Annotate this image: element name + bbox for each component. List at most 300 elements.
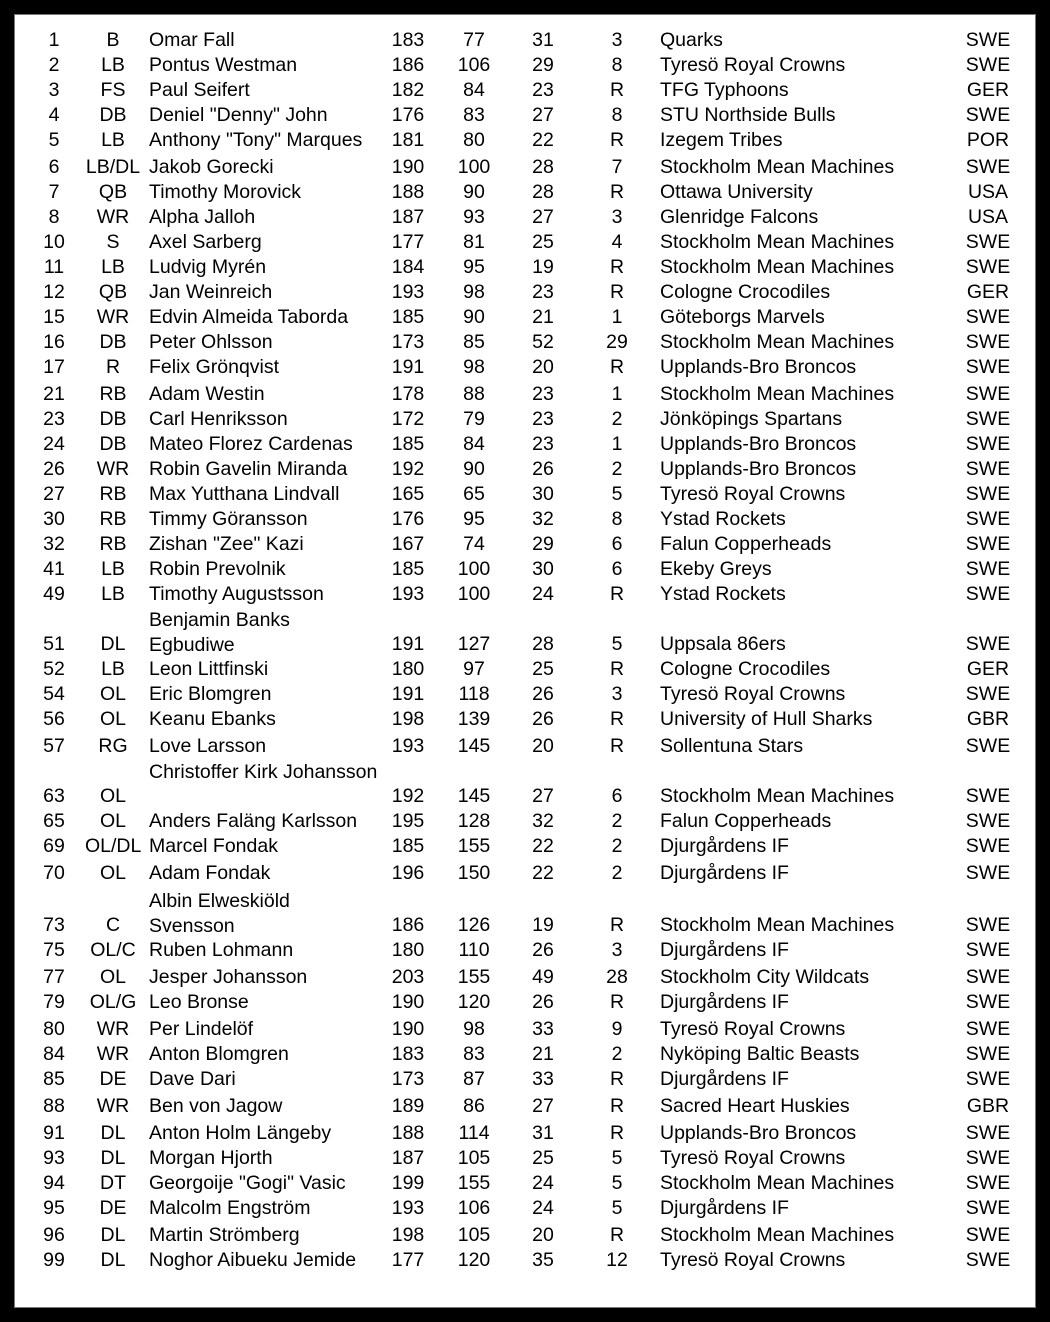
player-height: 187 (391, 206, 425, 228)
player-number: 21 (43, 383, 65, 405)
player-experience: 2 (611, 408, 623, 430)
player-name: Ludvig Myrén (149, 256, 267, 278)
player-nationality: SWE (965, 306, 1011, 328)
player-nationality: SWE (965, 54, 1011, 76)
player-nationality: SWE (965, 231, 1011, 253)
player-name: Peter Ohlsson (149, 331, 273, 353)
player-experience: R (609, 708, 625, 730)
player-club: Stockholm Mean Machines (660, 785, 895, 807)
player-nationality: SWE (965, 483, 1011, 505)
player-name: Carl Henriksson (149, 408, 288, 430)
player-number: 80 (43, 1018, 65, 1040)
player-height: 172 (391, 408, 425, 430)
player-height: 191 (391, 633, 425, 655)
player-experience: R (609, 991, 625, 1013)
player-position: OL (99, 785, 126, 807)
player-club: Sollentuna Stars (660, 735, 804, 757)
player-age: 25 (532, 658, 554, 680)
player-age: 23 (532, 433, 554, 455)
player-experience: 2 (611, 862, 623, 884)
player-number: 99 (43, 1249, 65, 1271)
player-experience: 6 (611, 558, 623, 580)
player-nationality: GBR (966, 1095, 1010, 1117)
player-name: Leo Bronse (149, 991, 249, 1013)
player-position: LB/DL (85, 156, 141, 178)
table-row (25, 937, 1025, 964)
player-number: 75 (43, 939, 65, 961)
player-position: DB (99, 104, 127, 126)
player-nationality: SWE (965, 1068, 1011, 1090)
player-weight: 77 (463, 29, 485, 51)
player-experience: 8 (611, 104, 623, 126)
player-experience: 6 (611, 533, 623, 555)
player-position: OL/DL (85, 835, 142, 857)
player-club: Cologne Crocodiles (660, 658, 831, 680)
player-age: 26 (532, 708, 554, 730)
table-row (25, 279, 1025, 304)
player-age: 32 (532, 810, 554, 832)
table-row (25, 179, 1025, 204)
player-weight: 80 (463, 129, 485, 151)
player-weight: 97 (463, 658, 485, 680)
player-nationality: SWE (965, 458, 1011, 480)
player-name: Mateo Florez Cardenas (149, 433, 353, 455)
player-weight: 84 (463, 433, 485, 455)
player-experience: 1 (611, 306, 623, 328)
player-height: 190 (391, 1018, 425, 1040)
player-position: WR (96, 1095, 130, 1117)
player-nationality: SWE (965, 1147, 1011, 1169)
player-weight: 100 (457, 156, 491, 178)
player-number: 88 (43, 1095, 65, 1117)
player-number: 3 (48, 79, 60, 101)
player-height: 181 (391, 129, 425, 151)
player-position: WR (96, 1018, 130, 1040)
player-height: 185 (391, 433, 425, 455)
player-number: 16 (43, 331, 65, 353)
table-row (25, 154, 1025, 179)
player-height: 199 (391, 1172, 425, 1194)
table-row (25, 1120, 1025, 1145)
player-position: DB (99, 331, 127, 353)
player-club: Tyresö Royal Crowns (660, 54, 846, 76)
player-experience: R (609, 79, 625, 101)
player-age: 22 (532, 862, 554, 884)
player-club: Upplands-Bro Broncos (660, 458, 857, 480)
player-height: 192 (391, 785, 425, 807)
player-number: 52 (43, 658, 65, 680)
player-club: Djurgårdens IF (660, 991, 789, 1013)
player-position: DT (100, 1172, 126, 1194)
player-name: Edvin Almeida Taborda (149, 306, 349, 328)
table-row (25, 706, 1025, 733)
player-weight: 79 (463, 408, 485, 430)
player-weight: 74 (463, 533, 485, 555)
player-experience: 29 (606, 331, 628, 353)
player-age: 49 (532, 966, 554, 988)
player-weight: 65 (463, 483, 485, 505)
player-nationality: SWE (965, 810, 1011, 832)
player-weight: 127 (457, 633, 491, 655)
player-number: 41 (43, 558, 65, 580)
player-number: 4 (48, 104, 60, 126)
player-age: 20 (532, 735, 554, 757)
player-experience: 5 (611, 633, 623, 655)
player-experience: 2 (611, 1043, 623, 1065)
player-club: Stockholm Mean Machines (660, 256, 895, 278)
player-height: 198 (391, 708, 425, 730)
player-club: Izegem Tribes (660, 129, 783, 151)
player-club: Stockholm Mean Machines (660, 1224, 895, 1246)
player-nationality: GER (966, 79, 1010, 101)
player-name: Per Lindelöf (149, 1018, 254, 1040)
player-name: Marcel Fondak (149, 835, 278, 857)
player-number: 2 (48, 54, 60, 76)
player-weight: 83 (463, 1043, 485, 1065)
player-nationality: SWE (965, 383, 1011, 405)
player-experience: R (609, 1068, 625, 1090)
player-height: 185 (391, 558, 425, 580)
player-position: DB (99, 408, 127, 430)
table-row (25, 456, 1025, 481)
player-club: Uppsala 86ers (660, 633, 786, 655)
player-number: 23 (43, 408, 65, 430)
player-weight: 86 (463, 1095, 485, 1117)
player-height: 167 (391, 533, 425, 555)
player-height: 188 (391, 1122, 425, 1144)
player-name: Deniel "Denny" John (149, 104, 328, 126)
player-club: Djurgårdens IF (660, 1197, 789, 1219)
player-name: Keanu Ebanks (149, 708, 276, 730)
player-height: 191 (391, 356, 425, 378)
player-position: RG (98, 735, 128, 757)
player-number: 54 (43, 683, 65, 705)
table-row (25, 1222, 1025, 1247)
player-name: Adam Fondak (149, 862, 271, 884)
player-height: 184 (391, 256, 425, 278)
player-height: 192 (391, 458, 425, 480)
player-weight: 98 (463, 1018, 485, 1040)
player-height: 188 (391, 181, 425, 203)
player-position: R (105, 356, 121, 378)
player-weight: 98 (463, 281, 485, 303)
player-age: 31 (532, 29, 554, 51)
player-position: LB (101, 129, 125, 151)
table-row (25, 1170, 1025, 1195)
player-club: STU Northside Bulls (660, 104, 836, 126)
table-row (25, 656, 1025, 681)
player-height: 182 (391, 79, 425, 101)
player-weight: 105 (457, 1147, 491, 1169)
player-experience: R (609, 583, 625, 605)
player-experience: 28 (606, 966, 628, 988)
player-position: RB (99, 383, 127, 405)
player-name: Jan Weinreich (149, 281, 273, 303)
player-age: 33 (532, 1068, 554, 1090)
player-position: FS (100, 79, 126, 101)
player-club: Stockholm Mean Machines (660, 383, 895, 405)
player-name: Malcolm Engström (149, 1197, 311, 1219)
player-experience: 4 (611, 231, 623, 253)
player-nationality: SWE (965, 633, 1011, 655)
player-age: 22 (532, 129, 554, 151)
player-club: Upplands-Bro Broncos (660, 1122, 857, 1144)
player-experience: R (609, 256, 625, 278)
player-position: WR (96, 458, 130, 480)
player-club: Djurgårdens IF (660, 1068, 789, 1090)
player-age: 52 (532, 331, 554, 353)
player-weight: 106 (457, 1197, 491, 1219)
player-name: Zishan "Zee" Kazi (149, 533, 304, 555)
player-experience: 8 (611, 54, 623, 76)
player-name: Ben von Jagow (149, 1095, 283, 1117)
player-club: Jönköpings Spartans (660, 408, 843, 430)
player-experience: 2 (611, 835, 623, 857)
player-nationality: USA (967, 181, 1009, 203)
player-number: 51 (43, 633, 65, 655)
table-row (25, 204, 1025, 229)
table-row (25, 1066, 1025, 1093)
player-experience: 5 (611, 1197, 623, 1219)
player-nationality: SWE (965, 835, 1011, 857)
player-name: Georgoije "Gogi" Vasic (149, 1172, 346, 1194)
player-number: 11 (43, 256, 65, 278)
table-row (25, 381, 1025, 406)
player-number: 27 (43, 483, 65, 505)
player-name: Robin Prevolnik (149, 558, 286, 580)
player-number: 56 (43, 708, 65, 730)
player-name: Noghor Aibueku Jemide (149, 1249, 357, 1271)
player-position: DL (100, 633, 126, 655)
player-position: WR (96, 1043, 130, 1065)
player-number: 17 (43, 356, 65, 378)
player-weight: 105 (457, 1224, 491, 1246)
player-position: B (106, 29, 120, 51)
player-club: Stockholm City Wildcats (660, 966, 870, 988)
player-number: 94 (43, 1172, 65, 1194)
player-height: 203 (391, 966, 425, 988)
player-position: OL (99, 862, 126, 884)
player-name: Martin Strömberg (149, 1224, 300, 1246)
player-position: OL (99, 708, 126, 730)
player-experience: 2 (611, 810, 623, 832)
player-position: LB (101, 658, 125, 680)
player-number: 84 (43, 1043, 65, 1065)
player-position: LB (101, 54, 125, 76)
player-name: Anton Blomgren (149, 1043, 289, 1065)
player-club: Ystad Rockets (660, 583, 786, 605)
player-age: 31 (532, 1122, 554, 1144)
player-name: Morgan Hjorth (149, 1147, 273, 1169)
table-row (25, 833, 1025, 860)
player-age: 20 (532, 356, 554, 378)
table-row (25, 556, 1025, 581)
player-name: Leon Littfinski (149, 658, 269, 680)
player-number: 95 (43, 1197, 65, 1219)
player-experience: 5 (611, 483, 623, 505)
player-weight: 114 (458, 1122, 490, 1144)
player-nationality: SWE (965, 1043, 1011, 1065)
player-name: Christoffer Kirk Johansson (149, 761, 378, 783)
player-height: 186 (391, 914, 425, 936)
player-height: 178 (391, 383, 425, 405)
player-experience: 3 (611, 29, 623, 51)
player-height: 177 (391, 1249, 425, 1271)
player-nationality: SWE (965, 29, 1011, 51)
player-number: 85 (43, 1068, 65, 1090)
player-experience: R (609, 914, 625, 936)
player-weight: 128 (457, 810, 491, 832)
player-age: 19 (532, 256, 554, 278)
player-club: Tyresö Royal Crowns (660, 483, 846, 505)
player-height: 173 (391, 1068, 425, 1090)
player-height: 190 (391, 156, 425, 178)
player-position: DB (99, 433, 127, 455)
player-age: 29 (532, 533, 554, 555)
player-number: 7 (48, 181, 60, 203)
player-nationality: SWE (965, 1197, 1011, 1219)
player-nationality: GBR (966, 708, 1010, 730)
player-club: Djurgårdens IF (660, 862, 789, 884)
player-number: 10 (43, 231, 65, 253)
player-nationality: SWE (965, 433, 1011, 455)
player-number: 5 (48, 129, 60, 151)
table-row (25, 506, 1025, 531)
player-nationality: SWE (965, 356, 1011, 378)
player-position: DL (100, 1122, 126, 1144)
player-age: 28 (532, 156, 554, 178)
player-nationality: SWE (965, 408, 1011, 430)
player-club: Tyresö Royal Crowns (660, 1018, 846, 1040)
player-weight: 84 (463, 79, 485, 101)
player-position: C (105, 914, 121, 936)
player-age: 30 (532, 558, 554, 580)
player-club: Nyköping Baltic Beasts (660, 1043, 860, 1065)
player-age: 26 (532, 683, 554, 705)
player-experience: R (609, 658, 625, 680)
table-row (25, 329, 1025, 354)
player-club: TFG Typhoons (660, 79, 789, 101)
player-nationality: SWE (965, 1224, 1011, 1246)
player-nationality: SWE (965, 862, 1011, 884)
player-age: 23 (532, 79, 554, 101)
player-height: 183 (391, 29, 425, 51)
table-row (25, 964, 1025, 989)
player-club: Djurgårdens IF (660, 835, 789, 857)
player-number: 57 (43, 735, 65, 757)
player-height: 193 (391, 735, 425, 757)
table-row (25, 1016, 1025, 1041)
table-row (25, 1195, 1025, 1222)
player-position: WR (96, 306, 130, 328)
player-position: RB (99, 483, 127, 505)
player-weight: 93 (463, 206, 485, 228)
player-nationality: SWE (965, 735, 1011, 757)
player-weight: 90 (463, 181, 485, 203)
player-club: Ystad Rockets (660, 508, 786, 530)
player-club: Tyresö Royal Crowns (660, 1147, 846, 1169)
player-position: QB (98, 181, 128, 203)
player-position: OL (99, 966, 126, 988)
player-experience: 7 (611, 156, 623, 178)
roster-sheet (14, 14, 1036, 1308)
player-age: 23 (532, 408, 554, 430)
player-weight: 106 (457, 54, 491, 76)
player-experience: 5 (611, 1172, 623, 1194)
player-number: 30 (43, 508, 65, 530)
player-number: 63 (43, 785, 65, 807)
player-weight: 120 (457, 991, 491, 1013)
player-weight: 110 (458, 939, 490, 961)
player-weight: 95 (463, 508, 485, 530)
player-weight: 150 (457, 862, 491, 884)
player-number: 26 (43, 458, 65, 480)
player-position: LB (101, 583, 125, 605)
table-row (25, 481, 1025, 506)
player-age: 21 (532, 306, 554, 328)
player-age: 23 (532, 383, 554, 405)
player-experience: R (609, 735, 625, 757)
player-height: 196 (391, 862, 425, 884)
player-name: Paul Seifert (149, 79, 250, 101)
player-name: Albin Elweskiöld Svensson (149, 890, 290, 937)
player-experience: 6 (611, 785, 623, 807)
table-row (25, 406, 1025, 431)
player-nationality: SWE (965, 104, 1011, 126)
player-experience: 2 (611, 458, 623, 480)
player-height: 185 (391, 835, 425, 857)
player-number: 69 (43, 835, 65, 857)
player-club: Sacred Heart Huskies (660, 1095, 850, 1117)
player-club: Upplands-Bro Broncos (660, 433, 857, 455)
player-club: Stockholm Mean Machines (660, 914, 895, 936)
table-row (25, 127, 1025, 154)
player-experience: R (609, 129, 625, 151)
player-number: 73 (43, 914, 65, 936)
player-position: DL (100, 1224, 126, 1246)
table-row (25, 606, 1025, 656)
player-number: 91 (43, 1122, 65, 1144)
player-weight: 126 (457, 914, 491, 936)
player-experience: 1 (611, 433, 623, 455)
table-row (25, 1145, 1025, 1170)
player-nationality: SWE (965, 156, 1011, 178)
roster-table (25, 27, 1025, 1272)
player-club: Upplands-Bro Broncos (660, 356, 857, 378)
player-number: 6 (48, 156, 60, 178)
player-position: OL/C (90, 939, 136, 961)
player-experience: R (609, 1095, 625, 1117)
player-name: Max Yutthana Lindvall (149, 483, 340, 505)
player-name: Ruben Lohmann (149, 939, 294, 961)
player-height: 173 (391, 331, 425, 353)
player-club: Stockholm Mean Machines (660, 156, 895, 178)
table-row (25, 887, 1025, 937)
player-number: 96 (43, 1224, 65, 1246)
player-age: 20 (532, 1224, 554, 1246)
player-name: Robin Gavelin Miranda (149, 458, 348, 480)
player-position: LB (101, 558, 125, 580)
player-weight: 155 (457, 835, 491, 857)
player-age: 21 (532, 1043, 554, 1065)
player-club: Cologne Crocodiles (660, 281, 831, 303)
player-position: OL (99, 810, 126, 832)
player-nationality: SWE (965, 1249, 1011, 1271)
player-nationality: SWE (965, 1122, 1011, 1144)
player-number: 24 (43, 433, 65, 455)
player-age: 27 (532, 785, 554, 807)
player-number: 77 (43, 966, 65, 988)
